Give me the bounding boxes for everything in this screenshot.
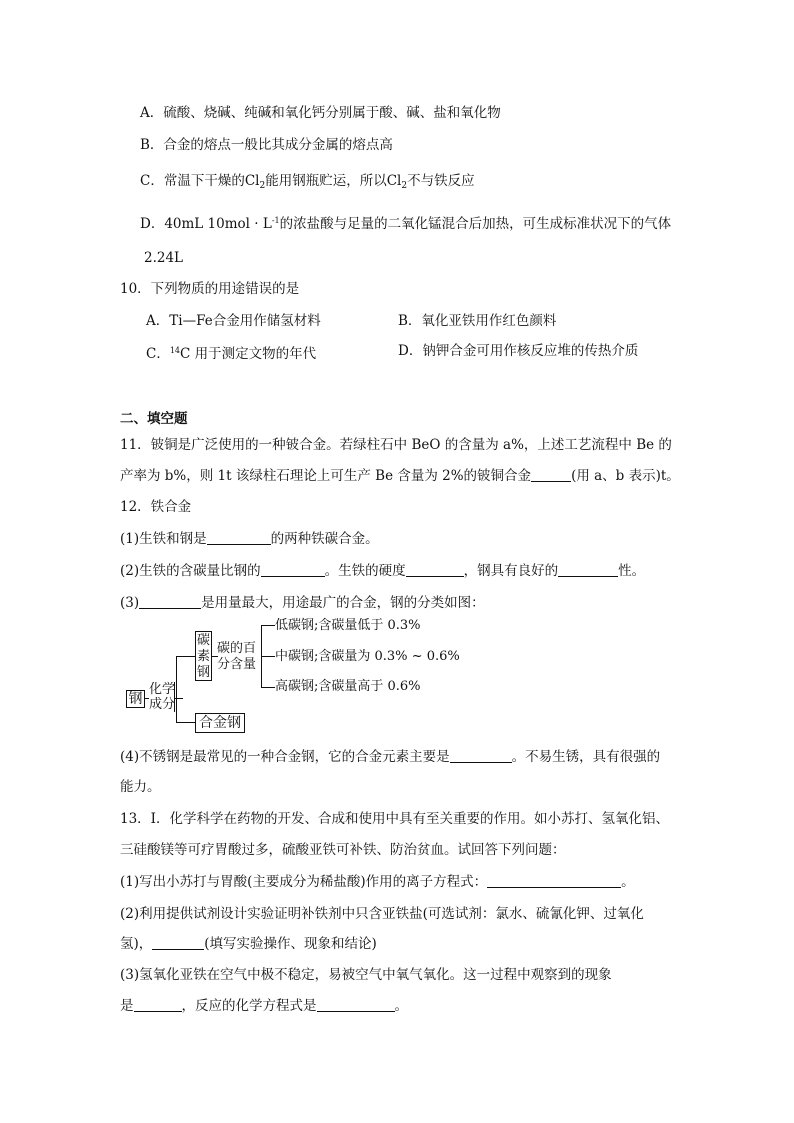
answer-blank[interactable] <box>261 562 325 577</box>
carbon-steel-box: 碳素钢 <box>196 633 210 680</box>
answer-blank[interactable] <box>317 997 395 1012</box>
q13-part-2: (2)利用提供试剂设计实验证明补铁剂中只含亚铁盐(可选试剂：氯水、硫氰化钾、过氧化 <box>120 906 644 922</box>
q10-option-c: C．$^{14}$C 用于测定文物的年代 <box>146 346 317 362</box>
q13-part-1: (1)写出小苏打与胃酸(主要成分为稀盐酸)作用的离子方程式： 。 <box>120 874 635 890</box>
q13-line-1: 13．I．化学科学在药物的开发、合成和使用中具有至关重要的作用。如小苏打、氢氧化铝、 <box>120 811 670 827</box>
answer-blank[interactable] <box>487 873 621 888</box>
q12-part-2: (2)生铁的含碳量比钢的 。生铁的硬度 ，钢具有良好的 性。 <box>120 563 646 579</box>
q12-part-4: (4)不锈钢是最常见的一种合金钢，它的合金元素主要是 。不易生锈，具有很强的 <box>120 749 661 765</box>
answer-blank[interactable] <box>406 562 464 577</box>
q10-option-d: D．钠钾合金可用作核反应堆的传热介质 <box>398 343 639 359</box>
q13-line-2: 三硅酸镁等可疗胃酸过多，硫酸亚铁可补铁、防治贫血。试回答下列问题： <box>120 842 566 858</box>
q12-stem: 12．铁合金 <box>120 499 192 515</box>
q12-part-4-continued: 能力。 <box>120 779 161 795</box>
steel-box: 钢 <box>126 690 145 708</box>
answer-blank[interactable] <box>152 935 204 950</box>
answer-blank[interactable] <box>134 997 182 1012</box>
q11-line-1: 11．铍铜是广泛使用的一种铍合金。若绿柱石中 BeO 的含量为 a%，上述工艺流程中 Be 的 <box>120 437 672 453</box>
high-carbon-steel-label: 高碳钢;含碳量高于 0.6% <box>275 679 421 694</box>
q13-part-3: (3)氢氧化亚铁在空气中极不稳定，易被空气中氧气氧化。这一过程中观察到的现象 <box>120 967 612 983</box>
q9-option-c: C．常温下干燥的$Cl_2$能用钢瓶贮运，所以$Cl_2$不与铁反应 <box>140 173 475 191</box>
q10-stem: 10．下列物质的用途错误的是 <box>120 281 300 297</box>
q9-option-b: B．合金的熔点一般比其成分金属的熔点高 <box>140 137 393 153</box>
q10-option-b: B．氧化亚铁用作红色颜料 <box>398 313 557 329</box>
steel-classification-diagram <box>124 614 504 744</box>
q9-option-a: A．硫酸、烧碱、纯碱和氧化钙分别属于酸、碱、盐和氧化物 <box>140 105 501 121</box>
answer-blank[interactable] <box>531 467 571 482</box>
answer-blank[interactable] <box>558 562 618 577</box>
q10-option-a: A．Ti—Fe合金用作储氢材料 <box>146 313 321 329</box>
low-carbon-steel-label: 低碳钢;含碳量低于 0.3% <box>275 618 421 633</box>
answer-blank[interactable] <box>450 748 512 763</box>
q13-part-3-continued: 是 ，反应的化学方程式是 。 <box>120 998 408 1014</box>
q11-line-2: 产率为 b%，则 1t 该绿柱石理论上可生产 Be 含量为 2%的铍铜合金 (用 a、b 表示)t。 <box>120 468 680 484</box>
chemical-composition-label: 化学成分 <box>148 682 175 712</box>
medium-carbon-steel-label: 中碳钢;含碳量为 0.3% ~ 0.6% <box>275 649 460 664</box>
answer-blank[interactable] <box>207 530 271 545</box>
carbon-percentage-label: 碳的百分含量 <box>217 641 257 672</box>
q13-part-2-continued: 氢)， (填写实验操作、现象和结论) <box>120 936 377 952</box>
q12-part-1: (1)生铁和钢是 的两种铁碳合金。 <box>120 531 379 547</box>
q12-part-3: (3) 是用量最大，用途最广的合金，钢的分类如图： <box>120 595 485 611</box>
q9-option-d-continued: 2.24L <box>144 250 184 266</box>
q9-option-d: D．40mL $10mol \cdot L^{-1}$的浓盐酸与足量的二氧化锰混合后加热，可生成标准状况下的气体 <box>140 216 672 232</box>
section-heading: 二、填空题 <box>120 411 188 427</box>
alloy-steel-box: 合金钢 <box>195 713 245 733</box>
answer-blank[interactable] <box>139 594 201 609</box>
